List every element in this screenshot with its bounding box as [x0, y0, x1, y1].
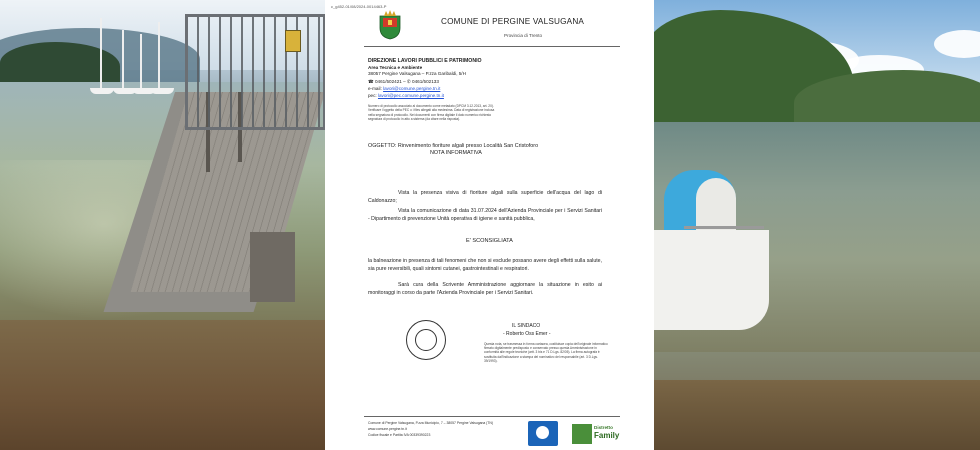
- shore: [0, 320, 325, 450]
- notice-document: [326, 0, 654, 450]
- warning-sign: [285, 30, 301, 52]
- pec-label: pec:: [368, 93, 377, 98]
- municipal-crest-icon: [378, 10, 402, 40]
- sailboat-mast: [140, 34, 142, 89]
- header-divider: [364, 46, 620, 47]
- municipal-seal-icon: [406, 320, 446, 360]
- body-paragraph: la balneazione in presenza di tali fenomeni che non si esclude possano avere degli effetti sulla salute, sia pure reversibili, quali sintomi cutanei, gastrointestinali e respiratori.: [368, 258, 602, 272]
- lake-pier-photo: [0, 0, 325, 450]
- forested-hill: [0, 42, 120, 87]
- warning-heading: E' SCONSIGLIATA: [466, 238, 513, 244]
- mayor-name: - Roberto Oss Emer -: [503, 331, 551, 337]
- pedalo-boat: [654, 230, 769, 330]
- pec-link[interactable]: lavori@pec.comune.pergine.tn.it: [377, 93, 444, 98]
- footer-website: www.comune.pergine.tn.it: [368, 427, 407, 431]
- digital-signature-note: Questa nota, se trasmessa in forma cartacea, costituisce copia dell'originale informatico firmato digitalmente predisposto e conservato presso questa Amministrazione in conformità alle regole tecniche (artt. 3 bis e 71 D.Lgs. 82/05). La firma autografa è sostituita dall'indicazione a stampa del nominativo del responsabile (art. 3 D.Lgs. 39/1993).: [484, 342, 608, 363]
- sailboat-mast: [100, 18, 102, 90]
- footer-tax-code: Codice fiscale e Partita IVA 00339390223: [368, 433, 431, 437]
- family-district-logo-icon: [572, 424, 592, 444]
- sailboat: [90, 88, 114, 94]
- signature-title: IL SINDACO: [512, 323, 541, 329]
- subject-text: Rinvenimento fioriture algali presso Località San Cristoforo: [397, 143, 539, 149]
- document-id: c_g452-01/08/2024-0014463-P: [331, 4, 387, 9]
- department-address: 38057 Pergine Valsugana – P.zza Garibaldi, 5/H: [368, 71, 466, 76]
- email-link[interactable]: lavori@comune.pergine.tn.it: [383, 86, 441, 91]
- protocol-note: Numero di protocollo associato al documento come metadato (DPCM 3.12.2013, art. 20). Verificare l'oggetto della PEC o i files allegati alla medesima. Data di registrazione inclusa nella segnatura di protocollo. Nei documenti con firma digitale il dato numerico richiesto segnatura di protocollo in atto a sistema (da citare nella risposta).: [368, 104, 495, 122]
- subject-line: [368, 143, 538, 149]
- department-name: DIREZIONE LAVORI PUBBLICI E PATRIMONIO: [368, 58, 482, 64]
- pedalo-lake-photo: [654, 0, 980, 450]
- sailboat-mast: [122, 30, 124, 90]
- blue-flag-logo-icon: [528, 421, 558, 446]
- pier-gate-fence: [185, 14, 325, 130]
- pec-line: [368, 93, 444, 98]
- footer-divider: [364, 416, 620, 417]
- shore: [654, 380, 980, 450]
- footer-address: Comune di Pergine Valsugana, P.zza Municipio, 7 – 38057 Pergine Valsugana (TN): [368, 421, 493, 425]
- family-district-label: Distretto: [594, 425, 613, 430]
- body-paragraph: Vista la presenza visiva di fioriture algali sulla superficie dell'acqua del lago di Caldonazzo;: [368, 190, 602, 204]
- department-phone: ☎ 0461/502421 – ✆ 0461/502133: [368, 79, 439, 84]
- subject-label: OGGETTO:: [368, 143, 397, 149]
- body-paragraph: Sarà cura della Scrivente Amministrazione aggiornare la situazione in esito ai monitoraggi in corso da parte l'Azienda Provinciale per i Servizi Sanitari.: [368, 282, 602, 296]
- area-name: Area Tecnica e Ambiente: [368, 65, 423, 70]
- sailboat: [150, 88, 174, 94]
- body-paragraph: Vista la comunicazione di data 31.07.2024 dell'Azienda Provinciale per i Servizi Sanitari - Dipartimento di prevenzione Unità operativa di igiene e sanità pubblica,: [368, 208, 602, 222]
- subject-type: NOTA INFORMATIVA: [430, 150, 482, 156]
- province-name: Provincia di Trento: [504, 33, 543, 38]
- town-name: COMUNE DI PERGINE VALSUGANA: [441, 17, 585, 26]
- concrete-block: [250, 232, 295, 302]
- email-line: [368, 86, 440, 91]
- family-district-label: Family: [594, 431, 620, 440]
- sailboat-mast: [158, 22, 160, 88]
- email-label: e-mail:: [368, 86, 382, 91]
- pedalo-rail: [684, 226, 764, 229]
